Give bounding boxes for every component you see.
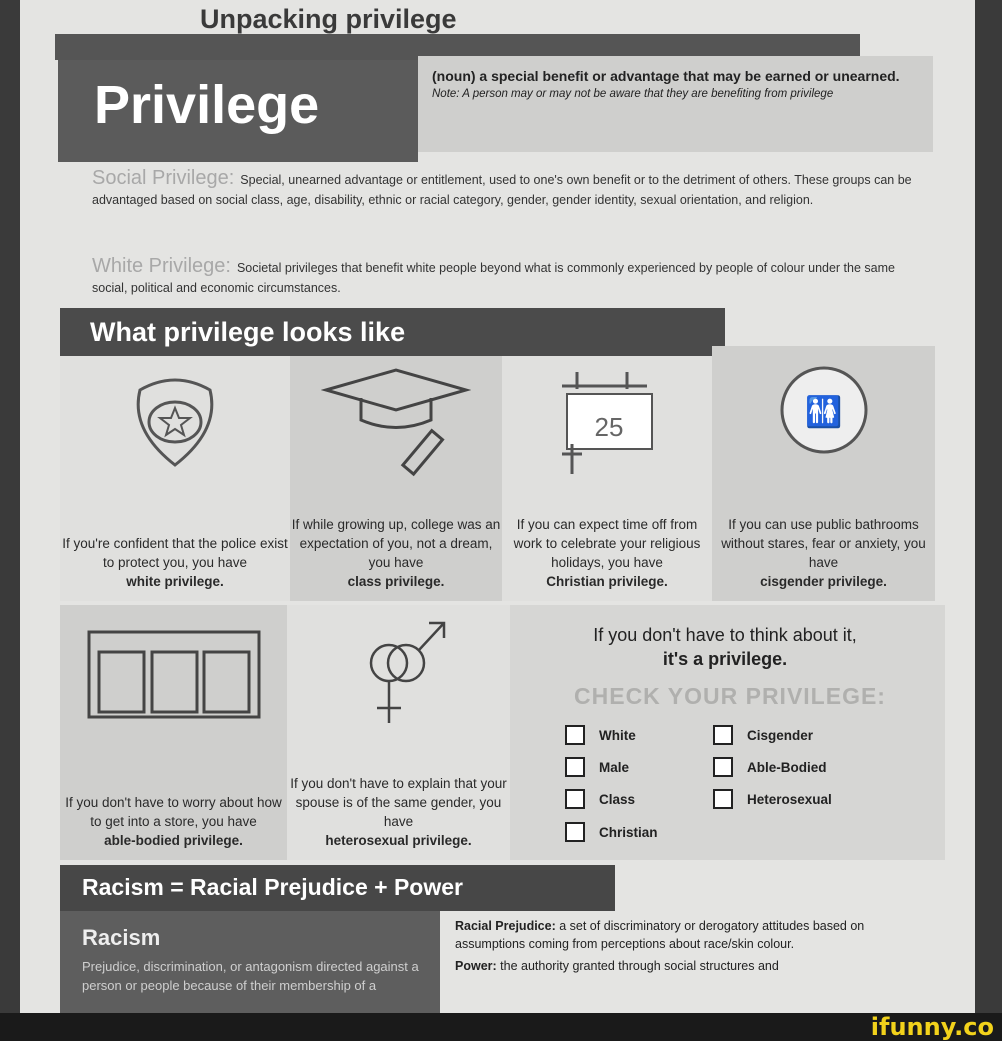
checkbox-heterosexual[interactable]: [713, 789, 832, 809]
page-title: Unpacking privilege: [200, 4, 457, 34]
gender-symbols-icon: [344, 613, 454, 733]
cell-text: If while growing up, college was an expectation of you, not a dream, you have: [291, 517, 501, 570]
cell-white-privilege: [60, 356, 290, 601]
racism-desc: Prejudice, discrimination, or antagonism directed against a person or people because of their membership of a: [82, 959, 419, 993]
people-icon: [774, 360, 874, 460]
white-privilege: [92, 256, 912, 298]
racism-title: Racism: [82, 925, 161, 950]
calendar-day: 25: [594, 412, 624, 442]
cell-text: If you don't have to explain that your spouse is of the same gender, you have: [290, 776, 507, 829]
social-privilege-text: Special, unearned advantage or entitlement, used to one's own benefit or to the detriment of others. These groups can be advantaged based on social class, age, disability, ethnic or racial category, gender, gender identity, sexual orientation, and religion.: [92, 173, 912, 207]
cell-bold: class privilege.: [347, 574, 445, 589]
checkbox-cisgender[interactable]: [713, 725, 813, 745]
definition-box: [418, 56, 933, 152]
cell-bold: heterosexual privilege.: [325, 833, 472, 848]
racism-banner: Racism = Racial Prejudice + Power: [60, 865, 615, 911]
svg-text:🚻: 🚻: [804, 396, 843, 429]
checkbox-label: Male: [599, 759, 630, 775]
calendar-icon: [557, 364, 657, 474]
storefront-icon: [84, 627, 264, 722]
police-badge-icon: [120, 370, 230, 470]
prejudice-label: Racial Prejudice:: [455, 919, 556, 933]
checkbox-christian[interactable]: [565, 822, 658, 842]
social-privilege: [92, 168, 912, 210]
social-privilege-label: Social Privilege:: [92, 167, 235, 189]
graduation-cap-icon: [321, 360, 471, 480]
cell-heterosexual-privilege: [287, 605, 510, 860]
cell-class-privilege: [290, 356, 502, 601]
checkbox-label: Christian: [599, 824, 658, 840]
cell-bold: able-bodied privilege.: [104, 833, 243, 848]
section-title: What privilege looks like: [60, 308, 725, 356]
checklist-heading: CHECK YOUR PRIVILEGE:: [574, 683, 886, 709]
definition-text: (noun) a special benefit or advantage that may be earned or unearned.: [432, 68, 900, 84]
power-label: Power:: [455, 959, 497, 973]
checkbox-class[interactable]: [565, 789, 635, 809]
cell-bold: white privilege.: [126, 574, 224, 589]
cell-cisgender-privilege: [712, 346, 935, 601]
definition-note: Note: A person may or may not be aware that they are benefiting from privilege: [432, 88, 834, 100]
checkbox-label: Heterosexual: [747, 791, 832, 807]
checklist: [510, 605, 945, 860]
checkbox-label: White: [599, 727, 636, 743]
cell-bold: Christian privilege.: [546, 574, 668, 589]
power-text: the authority granted through social structures and: [500, 959, 779, 973]
checklist-line2: it's a privilege.: [662, 649, 788, 669]
checkbox-male[interactable]: [565, 757, 629, 777]
checkbox-label: Class: [599, 791, 636, 807]
footer-bar: [0, 1013, 1002, 1041]
cell-text: If you can use public bathrooms without stares, fear or anxiety, you have: [721, 517, 926, 570]
cell-text: If you don't have to worry about how to get into a store, you have: [65, 795, 282, 829]
checkbox-white[interactable]: [565, 725, 636, 745]
cell-christian-privilege: [502, 356, 712, 601]
cell-bold: cisgender privilege.: [760, 574, 887, 589]
cell-text: If you're confident that the police exist to protect you, you have: [62, 536, 288, 570]
checkbox-label: Cisgender: [747, 727, 814, 743]
checkbox-label: Able-Bodied: [747, 759, 827, 775]
white-privilege-text: Societal privileges that benefit white people beyond what is commonly experienced by people of colour under the same social, political and economic circumstances.: [92, 261, 895, 295]
white-privilege-label: White Privilege:: [92, 255, 231, 277]
cell-text: If you can expect time off from work to celebrate your religious holidays, you have: [513, 517, 701, 570]
checkbox-able-bodied[interactable]: [713, 757, 827, 777]
checklist-line1: If you don't have to think about it,: [593, 625, 857, 645]
prejudice-text: a set of discriminatory or derogatory attitudes based on assumptions coming from perceptions about race/skin colour.: [455, 919, 865, 951]
privilege-word: Privilege: [58, 60, 418, 162]
ifunny-logo: ifunny.co: [870, 1013, 994, 1041]
racism-box: [60, 911, 440, 1013]
racism-definitions: [455, 917, 925, 975]
cell-able-bodied-privilege: [60, 605, 287, 860]
